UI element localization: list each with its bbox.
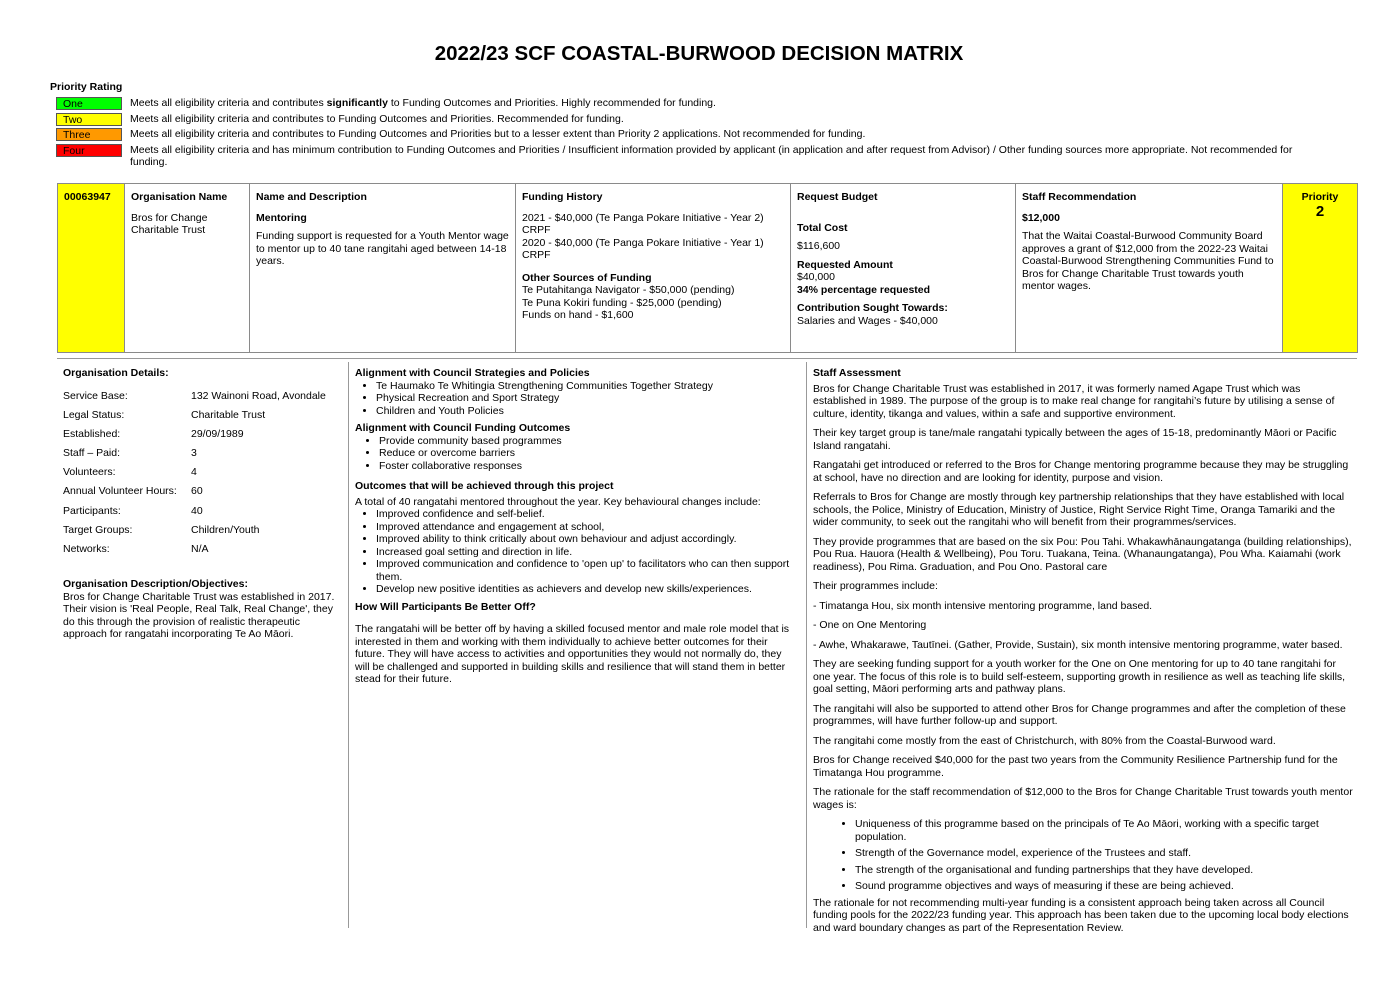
list-item: • Provide community based programmes [379,435,795,448]
spacer [797,212,1009,222]
funding-history-cell [516,184,791,353]
detail-row: Service Base: 132 Wainoni Road, Avondale [63,389,326,402]
contribution-value: Salaries and Wages - $40,000 [797,314,938,327]
legend-row-four [56,144,1316,169]
funding-outcomes-heading: Alignment with Council Funding Outcomes [355,422,571,434]
staff-recommendation-heading: Staff Recommendation [1022,191,1137,203]
application-id-cell [58,184,125,353]
priority-value: 2 [1315,202,1325,220]
priority-rating-heading: Priority Rating [50,81,123,93]
organisation-details-heading: Organisation Details: [63,367,169,379]
column-divider [806,362,807,928]
list-item: • Improved communication and confidence to 'open up' to facilitators who can then support them. [376,558,795,583]
legend-text: Meets all eligibility criteria and has minimum contribution to Funding Outcomes and Priorities / Insufficient information provided by applicant (in application and after request from Advisor) / Other funding sources more appropriate. Not recommended for funding. [130,143,1293,168]
other-source-item: Funds on hand - $1,600 [522,309,634,321]
assessment-paragraph: - Timatanga Hou, six month intensive mentoring programme, land based. [813,599,1153,612]
assessment-paragraph: Bros for Change received $40,000 for the past two years from the Community Resilience Partnership fund for the Timatanga Hou programme. [813,754,1338,779]
legend-swatch: Three [56,128,122,141]
application-id: 00063947 [64,191,111,203]
detail-row: Annual Volunteer Hours: 60 [63,485,203,498]
spacer [63,562,341,578]
description-cell [250,184,516,353]
other-source-item: Te Putahitanga Navigator - $50,000 (pending) [522,284,735,296]
history-item: 2020 - $40,000 (Te Panga Pokare Initiative - Year 1) CRPF [522,236,764,261]
percentage-requested: 34% percentage requested [797,283,931,296]
legend-text: Meets all eligibility criteria and contributes to Funding Outcomes and Priorities. Recommended for funding. [130,112,624,125]
detail-row: Established: 29/09/1989 [63,427,244,440]
project-outcomes-intro: A total of 40 rangatahi mentored throughout the year. Key behavioural changes include: [355,495,761,508]
project-outcomes-heading: Outcomes that will be achieved through this project [355,480,614,492]
list-item: • Uniqueness of this programme based on the principals of Te Ao Māori, working with a specific target population. [855,818,1353,843]
better-off-heading: How Will Participants Be Better Off? [355,600,536,613]
organisation-heading: Organisation Name [131,191,228,203]
summary-table [57,183,1358,353]
priority-heading: Priority [1301,191,1339,203]
legend-swatch: One [56,97,122,110]
request-budget-cell [791,184,1016,353]
list-item: • Strength of the Governance model, experience of the Trustees and staff. [855,847,1353,860]
total-cost-label: Total Cost [797,221,848,234]
funding-history-heading: Funding History [522,191,603,203]
legend-text: Meets all eligibility criteria and contributes significantly to Funding Outcomes and Priorities. Highly recommended for funding. [130,97,716,109]
better-off-text: The rangatahi will be better off by having a skilled focused mentor and male role model that is interested in them and working with them individually to achieve better outcomes for their future. They will have access to activities and opportunities they would not normally do, they will be challenged and supported in building skills and resilience that will stand them in better stead for their future. [355,623,790,685]
detail-row: Staff – Paid: 3 [63,447,197,460]
list-item: • Reduce or overcome barriers [379,447,795,460]
section-divider [57,358,1357,359]
detail-row: Target Groups: Children/Youth [63,523,260,536]
rationale-list [813,818,1353,893]
column-divider [348,362,349,928]
legend-swatch: Two [56,113,122,126]
organisation-description-heading: Organisation Description/Objectives: [63,578,248,591]
list-item: • Children and Youth Policies [376,405,795,418]
staff-assessment-heading: Staff Assessment [813,367,901,379]
legend-swatch: Four [56,144,122,157]
request-budget-heading: Request Budget [797,191,878,203]
assessment-paragraph: Their programmes include: [813,580,938,592]
total-cost-value: $116,600 [797,240,841,252]
requested-amount-label: Requested Amount [797,258,893,271]
legend-text: Meets all eligibility criteria and contributes to Funding Outcomes and Priorities but to a lesser extent than Priority 2 applications. Not recommended for funding. [130,128,866,140]
legend-row-three [56,128,1316,141]
assessment-paragraph: Rangatahi get introduced or referred to the Bros for Change mentoring programme because they may be struggling at school, have no direction and are looking for identity, purpose and vision. [813,459,1349,484]
other-sources-heading: Other Sources of Funding [522,271,652,284]
list-item: • Foster collaborative responses [379,460,795,473]
funding-outcomes-list [355,435,795,473]
assessment-paragraph: Their key target group is tane/male rangatahi typically between the ages of 15-18, predominantly Māori or Pacific Island rangatahi. [813,427,1337,452]
assessment-paragraph: The rangitahi will also be supported to attend other Bros for Change programmes and after the completion of these programmes, will have further follow-up and support. [813,702,1346,727]
organisation-details-column [63,367,341,641]
alignment-column [355,367,795,686]
requested-amount-value: $40,000 [797,271,835,283]
list-item: • Physical Recreation and Sport Strategy [376,392,795,405]
organisation-cell [125,184,250,353]
assessment-paragraph: They are seeking funding support for a youth worker for the One on One mentoring for up to 40 tane rangitahi for one year. The focus of this role is to build self-esteem, supporting growth in resilience as well as teaching life skills, goal setting, Māori performing arts and pathway plans. [813,658,1346,695]
list-item: • Improved confidence and self-belief. [376,508,795,521]
assessment-paragraph: They provide programmes that are based on the six Pou: Pou Tahi. Whakawhānaungatanga (building relationships), Pou Rua. Hauora (Health & Wellbeing), Pou Toru. Tuakana, Teina. (Whanaungatanga), Pou Wha. Kaiamahi (work readiness), Pou Rima. Graduation, and Pou Ono. Pastoral care [813,535,1352,573]
list-item: • Improved ability to think critically about own behaviour and adjust accordingly. [376,533,795,546]
detail-row: Legal Status: Charitable Trust [63,408,266,421]
assessment-paragraph: The rationale for the staff recommendation of $12,000 to the Bros for Change Charitable Trust towards youth mentor wages is: [813,786,1353,811]
list-item: • Te Haumako Te Whitingia Strengthening Communities Together Strategy [376,380,795,393]
strategies-heading: Alignment with Council Strategies and Policies [355,367,590,379]
legend-row-one [56,97,1316,110]
staff-recommendation-cell [1016,184,1283,353]
contribution-label: Contribution Sought Towards: [797,302,948,314]
project-description: Funding support is requested for a Youth Mentor wage to mentor up to 40 tane rangitahi aged between 14-18 years. [256,230,509,267]
assessment-paragraph: - Awhe, Whakarawe, Tautīnei. (Gather, Provide, Sustain), six month intensive mentoring programme, water based. [813,638,1343,651]
detail-row: Networks: N/A [63,543,209,555]
organisation-name: Bros for Change Charitable Trust [131,211,208,236]
project-outcomes-list [355,508,795,596]
legend-row-two [56,113,1316,126]
page-title: 2022/23 SCF COASTAL-BURWOOD DECISION MATRIX [434,42,964,65]
description-heading: Name and Description [256,191,367,203]
list-item: • Sound programme objectives and ways of measuring if these are being achieved. [855,880,1353,893]
recommendation-text: That the Waitai Coastal-Burwood Community Board approves a grant of $12,000 from the 2022-23 Waitai Coastal-Burwood Strengthening Communities Fund to Bros for Change Charitable Trust towards youth mentor wages. [1022,230,1274,292]
detail-row: Volunteers: 4 [63,466,197,479]
history-item: 2021 - $40,000 (Te Panga Pokare Initiative - Year 2) CRPF [522,211,764,236]
list-item: • Develop new positive identities as achievers and develop new skills/experiences. [376,583,795,596]
strategies-list [355,380,795,418]
recommended-amount: $12,000 [1022,211,1060,224]
assessment-closing: The rationale for not recommending multi-year funding is a consistent approach being taken across all Council funding pools for the 2022/23 funding year. This approach has been taken due to the upcoming local body elections and ward boundary changes as part of the Representation Review. [813,896,1349,934]
project-name: Mentoring [256,211,307,224]
list-item: • The strength of the organisational and funding partnerships that they have developed. [855,864,1353,877]
assessment-paragraph: Referrals to Bros for Change are mostly through key partnership relationships that they have established with local schools, the Police, Ministry of Education, Ministry of Justice, Right Service Right Time, Oranga Tamariki and the wider community, to seek out the rangitahi who will benefit from their programmes/services. [813,491,1345,528]
assessment-paragraph: - One on One Mentoring [813,619,927,631]
assessment-paragraph: The rangitahi come mostly from the east of Christchurch, with 80% from the Coastal-Burwood ward. [813,734,1276,747]
spacer [522,262,784,272]
list-item: • Improved attendance and engagement at school, [376,521,795,534]
priority-cell [1283,184,1358,353]
assessment-paragraph: Bros for Change Charitable Trust was established in 2017, it was formerly named Agape Trust which was established in 1989. The purpose of the group is to make real change for rangitahi’s future by utilising a sense of culture, identity, tikanga and values, within a safe and supportive environment. [813,382,1335,420]
list-item: • Increased goal setting and direction in life. [376,546,795,559]
other-source-item: Te Puna Kokiri funding - $25,000 (pending) [522,296,722,309]
priority-legend [56,97,1316,171]
detail-row: Participants: 40 [63,504,203,517]
staff-assessment-column [813,367,1353,934]
organisation-description: Bros for Change Charitable Trust was established in 2017. Their vision is 'Real People, Real Talk, Real Change', they do this through the provision of realistic therapeutic approach for rangatahi incorporating Te Ao Māori. [63,590,335,641]
